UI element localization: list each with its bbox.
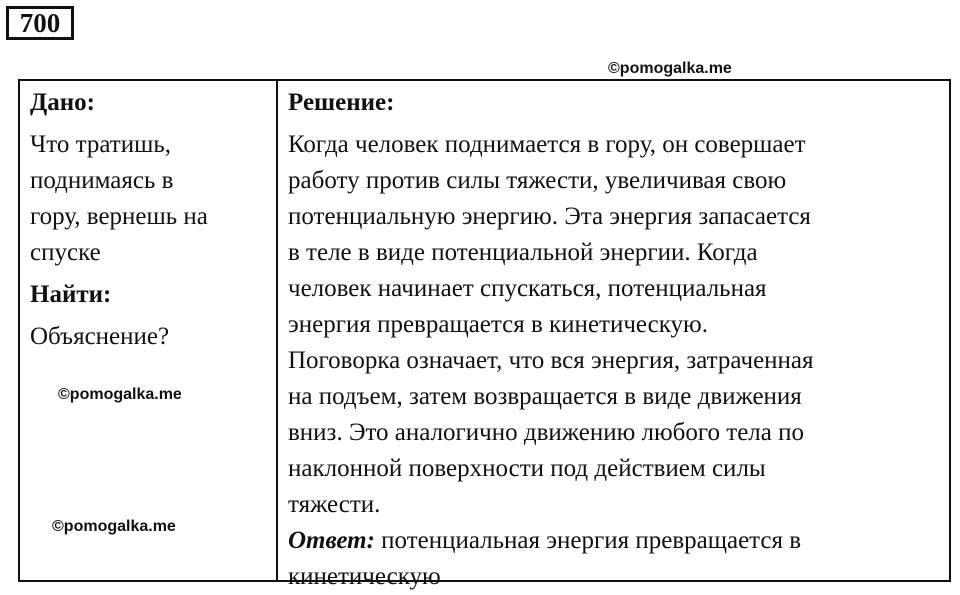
solution-heading: Решение: — [288, 89, 395, 116]
given-line: поднимаясь в — [30, 167, 174, 194]
problem-number: 700 — [6, 6, 74, 40]
solution-line: тяжести. — [288, 491, 381, 518]
answer-label: Ответ: — [288, 527, 375, 554]
answer-text: потенциальная энергия превращается в — [374, 527, 802, 554]
given-line: спуске — [30, 239, 101, 266]
find-text: Объяснение? — [30, 323, 170, 350]
solution-line: человек начинает спускаться, потенциальная — [288, 275, 767, 302]
answer-line — [288, 523, 948, 559]
given-column — [30, 85, 266, 355]
given-line: гору, вернешь на — [30, 203, 208, 230]
watermark-bottom: ©pomogalka.me — [52, 518, 176, 535]
solution-line: наклонной поверхности под действием силы — [288, 455, 766, 482]
solution-line: работу против силы тяжести, увеличивая свою — [288, 167, 787, 194]
solution-line: энергия превращается в кинетическую. — [288, 311, 708, 338]
solution-line: на подъем, затем возвращается в виде движения — [288, 383, 802, 410]
column-divider — [276, 81, 278, 580]
solution-line: потенциальную энергию. Эта энергия запасается — [288, 203, 811, 230]
given-heading: Дано: — [30, 89, 95, 116]
solution-line: Когда человек поднимается в гору, он совершает — [288, 131, 806, 158]
solution-line: вниз. Это аналогично движению любого тела по — [288, 419, 804, 446]
solution-table — [18, 79, 951, 590]
watermark-middle: ©pomogalka.me — [58, 386, 182, 403]
solution-line: в теле в виде потенциальной энергии. Когда — [288, 239, 758, 266]
given-line: Что тратишь, — [30, 131, 171, 158]
solution-line: Поговорка означает, что вся энергия, затраченная — [288, 347, 814, 374]
solution-column — [288, 85, 948, 595]
answer-line-2: кинетическую — [288, 563, 441, 590]
watermark-top: ©pomogalka.me — [608, 60, 732, 77]
find-heading: Найти: — [30, 281, 112, 308]
